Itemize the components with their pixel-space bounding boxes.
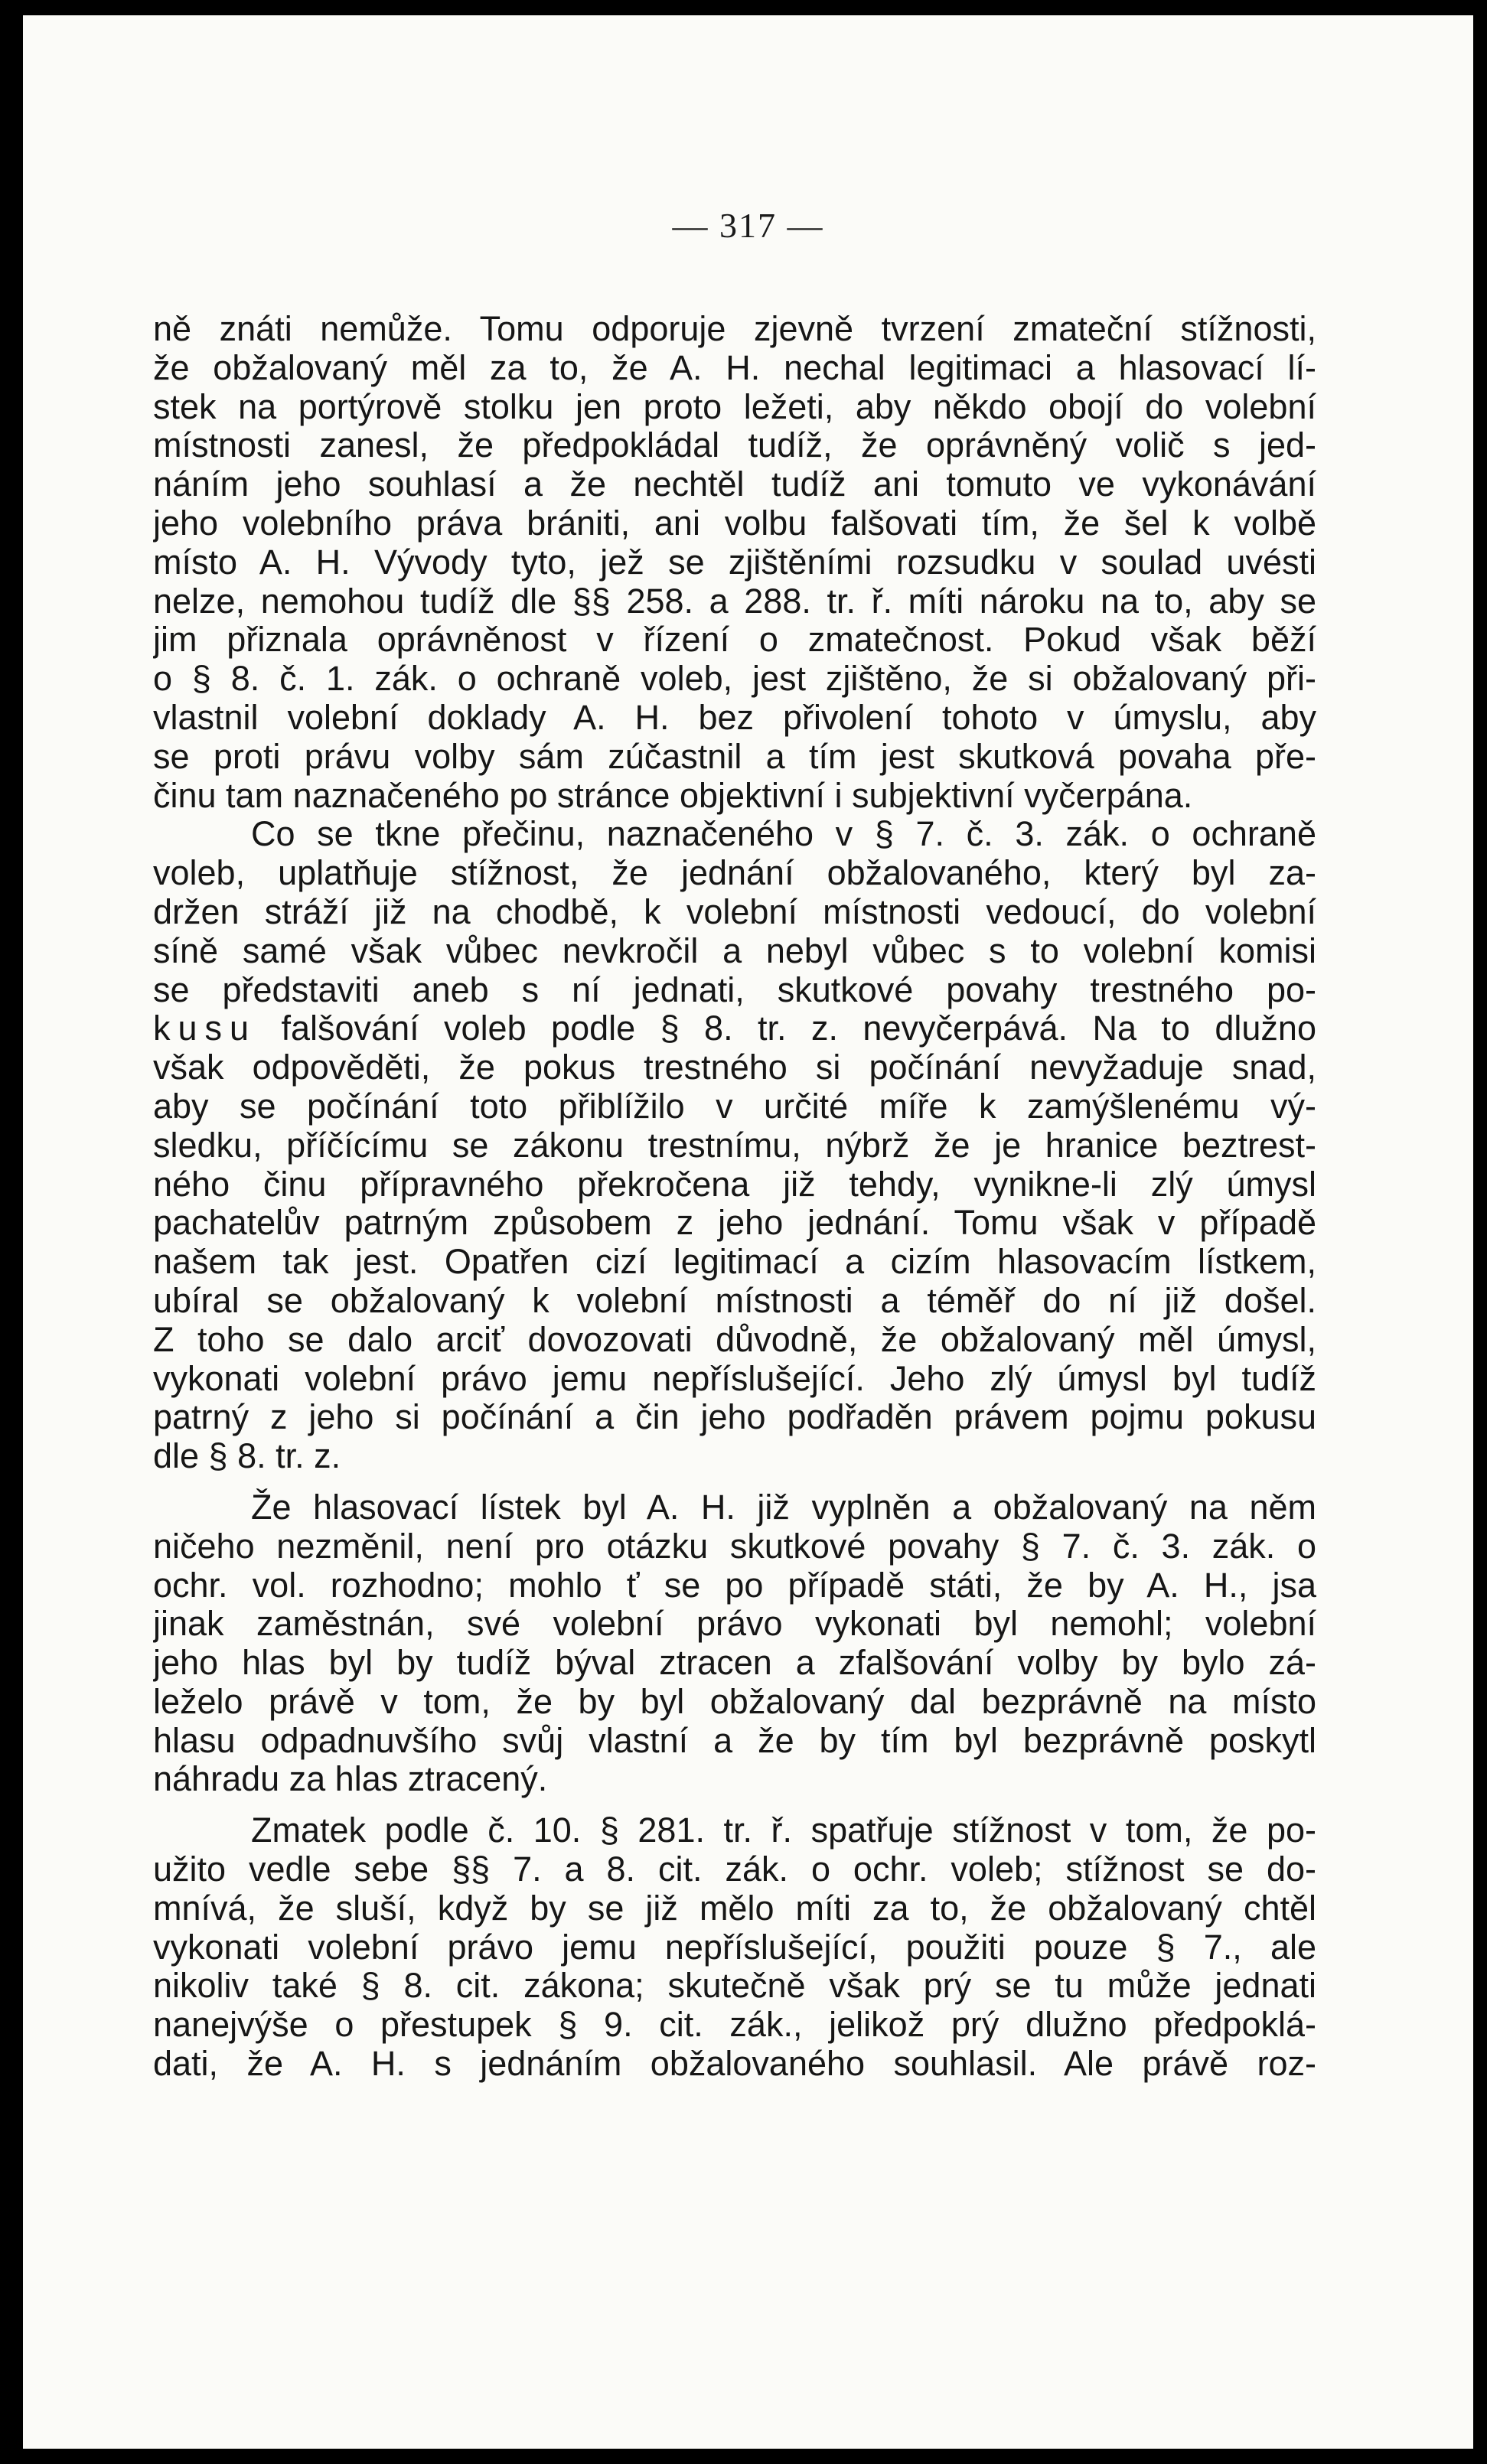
- text-line: patrný z jeho si počínání a čin jeho podřaděn právem pojmu pokusu: [153, 1398, 1316, 1437]
- text-line: dati, že A. H. s jednáním obžalovaného souhlasil. Ale právě roz-: [153, 2045, 1316, 2084]
- text-line: jeho volebního práva brániti, ani volbu falšovati tím, že šel k volbě: [153, 504, 1316, 543]
- text-line: činu tam naznačeného po stránce objektivní i subjektivní vyčerpána.: [153, 776, 1193, 815]
- text-line: ně znáti nemůže. Tomu odporuje zjevně tvrzení zmateční stížnosti,: [153, 310, 1316, 348]
- text-line: pachatelův patrným způsobem z jeho jednání. Tomu však v případě: [153, 1204, 1316, 1243]
- text-line-with-spaced-word: [153, 1009, 1316, 1048]
- text-line: užito vedle sebe §§ 7. a 8. cit. zák. o ochr. voleb; stížnost se do-: [153, 1850, 1316, 1889]
- spaced-emphasis-word: kusu: [153, 1009, 257, 1048]
- text-line: nanejvýše o přestupek § 9. cit. zák., jelikož prý dlužno předpoklá-: [153, 2006, 1316, 2045]
- text-line: se proti právu volby sám zúčastnil a tím jest skutková povaha pře-: [153, 737, 1316, 776]
- text-line: síně samé však vůbec nevkročil a nebyl vůbec s to volební komisi: [153, 931, 1316, 970]
- text-line: ochr. vol. rozhodno; mohlo ť se po případě státi, že by A. H., jsa: [153, 1566, 1316, 1605]
- page-number: — 317 —: [672, 206, 824, 245]
- text-line: náním jeho souhlasí a že nechtěl tudíž ani tomuto ve vykonávání: [153, 465, 1316, 504]
- text-line: sledku, příčícímu se zákonu trestnímu, nýbrž že je hranice beztrest-: [153, 1126, 1316, 1165]
- text-line: leželo právě v tom, že by byl obžalovaný dal bezprávně na místo: [153, 1682, 1316, 1721]
- text-line: místnosti zanesl, že předpokládal tudíž, že oprávněný volič s jed-: [153, 426, 1316, 465]
- text-line: mnívá, že sluší, když by se již mělo míti za to, že obžalovaný chtěl: [153, 1889, 1316, 1928]
- text-line: vykonati volební právo jemu nepříslušející, použiti pouze § 7., ale: [153, 1928, 1316, 1967]
- text-line: že obžalovaný měl za to, že A. H. nechal legitimaci a hlasovací lí-: [153, 348, 1316, 387]
- paragraph-start-line: Zmatek podle č. 10. § 281. tr. ř. spatřuje stížnost v tom, že po-: [251, 1811, 1316, 1850]
- text-line: nikoliv také § 8. cit. zákona; skutečně však prý se tu může jednati: [153, 1967, 1316, 2006]
- text-line: stek na portýrově stolku jen proto ležeti, aby někdo obojí do volební: [153, 387, 1316, 426]
- text-line: jeho hlas byl by tudíž býval ztracen a zfalšování volby by bylo zá-: [153, 1644, 1316, 1683]
- text-line: nelze, nemohou tudíž dle §§ 258. a 288. tr. ř. míti nároku na to, aby se: [153, 582, 1316, 621]
- text-line: však odpověděti, že pokus trestného si počínání nevyžaduje snad,: [153, 1048, 1316, 1087]
- document-page: [23, 15, 1473, 2449]
- text-line: dle § 8. tr. z.: [153, 1437, 341, 1476]
- text-line: o § 8. č. 1. zák. o ochraně voleb, jest zjištěno, že si obžalovaný při-: [153, 660, 1316, 699]
- text-line: jim přiznala oprávněnost v řízení o zmatečnost. Pokud však běží: [153, 621, 1316, 660]
- text-line: našem tak jest. Opatřen cizí legitimací a cizím hlasovacím lístkem,: [153, 1243, 1316, 1282]
- paragraph-start-line: Co se tkne přečinu, naznačeného v § 7. č. 3. zák. o ochraně: [251, 815, 1316, 854]
- text-line: náhradu za hlas ztracený.: [153, 1760, 548, 1799]
- text-line: voleb, uplatňuje stížnost, že jednání obžalovaného, který byl za-: [153, 854, 1316, 893]
- text-fragment: falšování voleb podle § 8. tr. z. nevyčerpává. Na to dlužno: [256, 1009, 1316, 1048]
- text-line: aby se počínání toto přiblížilo v určité míře k zamýšlenému vý-: [153, 1087, 1316, 1126]
- text-line: místo A. H. Vývody tyto, jež se zjištěními rozsudku v soulad uvésti: [153, 543, 1316, 582]
- text-line: hlasu odpadnuvšího svůj vlastní a že by tím byl bezprávně poskytl: [153, 1721, 1316, 1760]
- text-line: vykonati volební právo jemu nepříslušející. Jeho zlý úmysl byl tudíž: [153, 1359, 1316, 1398]
- text-line: držen stráží již na chodbě, k volební místnosti vedoucí, do volební: [153, 892, 1316, 931]
- body-text: [153, 310, 1316, 2084]
- text-line: ubíral se obžalovaný k volební místnosti a téměř do ní již došel.: [153, 1281, 1316, 1320]
- text-line: Z toho se dalo arciť dovozovati důvodně, že obžalovaný měl úmysl,: [153, 1320, 1316, 1359]
- text-line: se představiti aneb s ní jednati, skutkové povahy trestného po-: [153, 970, 1316, 1009]
- text-line: ničeho nezměnil, není pro otázku skutkové povahy § 7. č. 3. zák. o: [153, 1527, 1316, 1566]
- text-line: ného činu přípravného překročena již tehdy, vynikne-li zlý úmysl: [153, 1165, 1316, 1204]
- text-line: jinak zaměstnán, své volební právo vykonati byl nemohl; volební: [153, 1605, 1316, 1644]
- paragraph-start-line: Že hlasovací lístek byl A. H. již vyplněn a obžalovaný na něm: [251, 1488, 1316, 1527]
- text-line: vlastnil volební doklady A. H. bez přivolení tohoto v úmyslu, aby: [153, 698, 1316, 737]
